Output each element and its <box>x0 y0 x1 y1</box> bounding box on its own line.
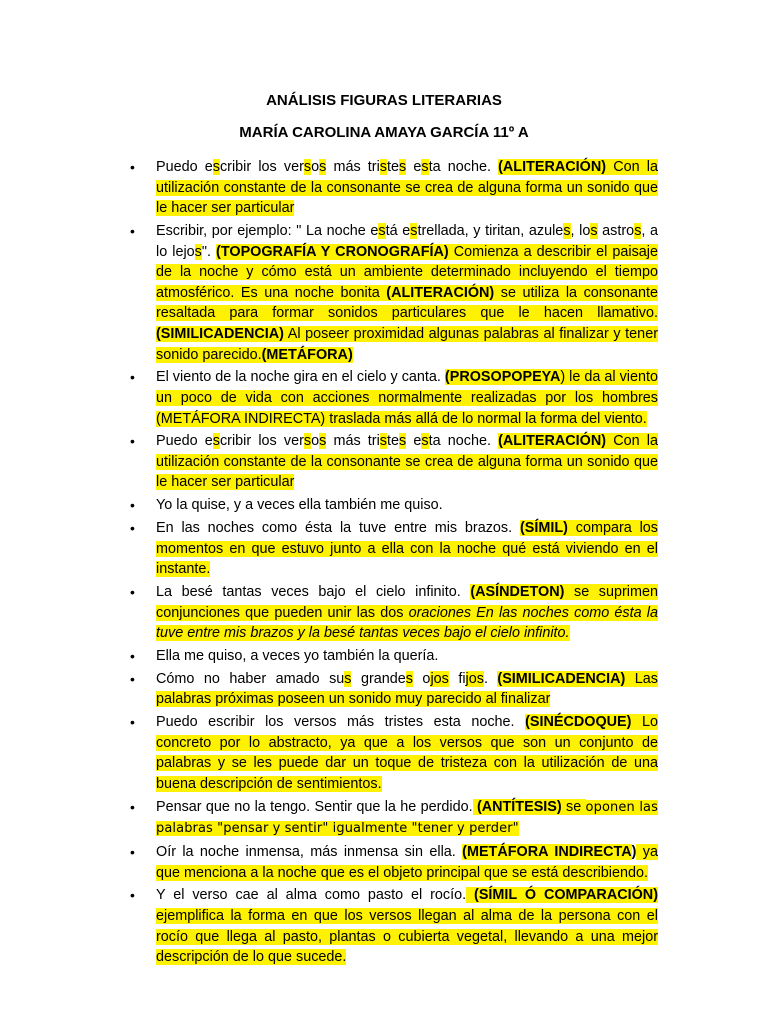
item-text <box>156 518 658 580</box>
highlighted-text: s <box>378 222 386 239</box>
verse-text: o <box>311 159 320 175</box>
verse-text: Puedo e <box>156 433 213 450</box>
list-item <box>128 712 658 794</box>
figure-label: (PROSOPOPEYA <box>444 369 561 386</box>
list-item <box>128 221 658 365</box>
list-item <box>128 885 658 967</box>
item-text <box>156 885 658 967</box>
figure-label: (TOPOGRAFÍA Y CRONOGRAFÍA) <box>216 243 449 260</box>
item-text <box>156 367 658 429</box>
verse-text: ". <box>201 243 217 260</box>
list-item <box>128 157 658 219</box>
verse-text: , a lo lejo <box>156 222 659 260</box>
figure-label: (ANTÍTESIS) <box>472 798 562 815</box>
item-text <box>156 669 658 710</box>
highlighted-text: s <box>399 433 407 450</box>
figure-label: (SÍMIL) <box>519 520 568 537</box>
item-text <box>156 797 658 840</box>
list-item <box>128 842 658 883</box>
bullet-icon: • <box>130 887 135 904</box>
bullet-icon: • <box>130 497 135 514</box>
bullet-icon: • <box>130 798 135 815</box>
verse-text: ta noche. <box>428 433 499 450</box>
item-text <box>156 646 658 667</box>
highlighted-text: s <box>379 433 387 450</box>
highlighted-text: Las palabras próximas poseen un sonido muy parecido al finalizar <box>156 670 658 708</box>
verse-text: Puedo escribir los versos más tristes esta noche. <box>156 714 526 731</box>
highlighted-text: s <box>399 159 407 175</box>
highlighted-text: s <box>634 222 642 239</box>
bullet-icon: • <box>130 647 135 664</box>
verse-text: El viento de la noche gira en el cielo y canta. <box>156 369 445 386</box>
item-text <box>156 495 658 516</box>
figure-label: (SINÉCDOQUE) <box>525 714 632 731</box>
figure-label: (SIMILICADENCIA) <box>156 325 284 342</box>
verse-text: te <box>387 159 400 175</box>
highlighted-text: jos <box>430 670 449 687</box>
figure-label: (SIMILICADENCIA) <box>497 670 626 687</box>
figure-label: (SÍMIL Ó COMPARACIÓN) <box>466 887 658 904</box>
verse-text: , lo <box>570 222 591 239</box>
highlighted-text: s <box>379 159 387 175</box>
figures-list <box>128 157 658 970</box>
highlighted-text: s <box>212 433 220 450</box>
list-item <box>128 797 658 840</box>
bullet-icon: • <box>130 844 135 861</box>
highlighted-text: Con la utilización constante de la consonante se crea de alguna forma un sonido que le hacer ser particular <box>156 159 658 217</box>
highlighted-text: s <box>319 433 327 450</box>
highlighted-text: jos <box>465 670 484 687</box>
bullet-icon: • <box>130 159 135 175</box>
highlighted-text: se utiliza la consonante resaltada para formar sonidos particulares que le hacen llamativo. <box>156 284 658 322</box>
highlighted-text: Al poseer proximidad algunas palabras al finalizar y tener sonido parecido. <box>156 325 658 363</box>
item-text <box>156 842 658 883</box>
verse-text: Ella me quiso, a veces yo también la quería. <box>156 647 439 664</box>
list-item <box>128 367 658 429</box>
highlighted-text: s <box>303 433 312 450</box>
verse-text: más tri <box>326 159 380 175</box>
highlighted-text: se suprimen conjunciones que pueden unir las dos <box>156 584 658 621</box>
document-title: ANÁLISIS FIGURAS LITERARIAS <box>266 92 502 109</box>
bullet-icon: • <box>130 670 135 687</box>
verse-text: En las noches como ésta la tuve entre mis brazos. <box>156 520 520 537</box>
bullet-icon: • <box>130 433 135 450</box>
figure-label: (ALITERACIÓN) <box>386 284 495 301</box>
verse-text: . <box>483 670 498 687</box>
verse-text: La besé tantas veces bajo el cielo infinito. <box>156 584 471 600</box>
figure-label: (ALITERACIÓN) <box>498 433 607 450</box>
verse-text: grande <box>351 670 406 687</box>
highlighted-text: s <box>421 433 429 450</box>
verse-text: o <box>311 433 320 450</box>
verse-text: ta noche. <box>428 159 499 175</box>
highlighted-text: s <box>405 670 413 687</box>
figure-label: (ALITERACIÓN) <box>498 159 607 175</box>
highlighted-text: ) le da al viento un poco de vida con acciones normalmente realizadas por los hombres (METÁFORA INDIRECTA) traslada más allá de lo normal la forma del viento. <box>156 369 658 427</box>
item-text <box>156 157 658 219</box>
list-item <box>128 669 658 710</box>
figure-label: (METÁFORA INDIRECTA <box>462 844 632 861</box>
highlighted-text: s <box>410 222 418 239</box>
verse-text: Oír la noche inmensa, más inmensa sin ella. <box>156 844 463 861</box>
verse-text: cribir los ver <box>219 433 304 450</box>
bullet-icon: • <box>130 520 135 537</box>
figure-label: (METÁFORA) <box>261 346 353 363</box>
figure-label: ) <box>631 844 637 861</box>
highlighted-text: oraciones En las noches como ésta la tuve entre mis brazos y la besé tantas veces bajo el cielo infinito. <box>156 604 658 642</box>
highlighted-text: ejemplifica la forma en que los versos llegan al alma de la persona con el rocío que llega al pasto, plantas o cubierta vegetal, llevando a una mejor descripción de lo que sucede. <box>156 908 658 966</box>
highlighted-text: s <box>212 159 220 175</box>
verse-text: e <box>406 433 422 450</box>
verse-text: astro <box>597 222 635 239</box>
highlighted-text: s <box>194 243 202 260</box>
verse-text: Puedo e <box>156 159 213 175</box>
item-text <box>156 431 658 493</box>
highlighted-text: s <box>590 222 598 239</box>
highlighted-text: oponen las palabras "pensar y sentir" igualmente "tener y perder" <box>156 799 658 837</box>
list-item <box>128 431 658 493</box>
highlighted-text: s <box>421 159 429 175</box>
list-item <box>128 646 658 667</box>
bullet-icon: • <box>130 369 135 386</box>
verse-text: cribir los ver <box>219 159 304 175</box>
bullet-icon: • <box>130 584 135 600</box>
list-item <box>128 518 658 580</box>
highlighted-text: compara los momentos en que estuvo junto a ella con la noche qué está viviendo en el instante. <box>156 520 659 578</box>
verse-text: tá e <box>385 222 411 239</box>
verse-text: Pensar que no la tengo. Sentir que la he perdido. <box>156 798 473 815</box>
highlighted-text: Con la utilización constante de la consonante se crea de alguna forma un sonido que le hacer ser particular <box>156 433 658 491</box>
verse-text: Cómo no haber amado su <box>156 670 345 687</box>
verse-text: te <box>387 433 400 450</box>
verse-text: e <box>406 159 422 175</box>
item-text <box>156 221 658 365</box>
list-item <box>128 495 658 516</box>
highlighted-text: Comienza a describir el paisaje de la noche y cómo está un ambiente determinado incluyendo el tiempo atmosférico. Es una noche bonita <box>156 243 658 301</box>
verse-text: trellada, y tiritan, azule <box>417 222 564 239</box>
verse-text: fi <box>448 670 466 687</box>
highlighted-text: s <box>563 222 571 239</box>
item-text <box>156 712 658 794</box>
bullet-icon: • <box>130 714 135 731</box>
verse-text: más tri <box>326 433 380 450</box>
verse-text: Yo la quise, y a veces ella también me quiso. <box>156 497 443 514</box>
highlighted-text: s <box>319 159 327 175</box>
verse-text: Escribir, por ejemplo: " La noche e <box>156 222 379 239</box>
highlighted-text: ya que menciona a la noche que es el objeto principal que se está describiendo. <box>156 844 658 881</box>
bullet-icon: • <box>130 222 135 239</box>
list-item <box>128 582 658 644</box>
verse-text: o <box>412 670 431 687</box>
highlighted-text: s <box>344 670 352 687</box>
highlighted-text: s <box>303 159 312 175</box>
highlighted-text: se <box>561 798 586 815</box>
verse-text: Y el verso cae al alma como pasto el rocío. <box>156 887 467 904</box>
document-author: MARÍA CAROLINA AMAYA GARCÍA 11º A <box>239 124 529 141</box>
item-text <box>156 582 658 644</box>
figure-label: (ASÍNDETON) <box>470 584 565 600</box>
highlighted-text: Lo concreto por lo abstracto, ya que a los versos que son un conjunto de palabras y se les puede dar un toque de tristeza con la utilización de una buena descripción de sentimientos. <box>156 714 658 792</box>
